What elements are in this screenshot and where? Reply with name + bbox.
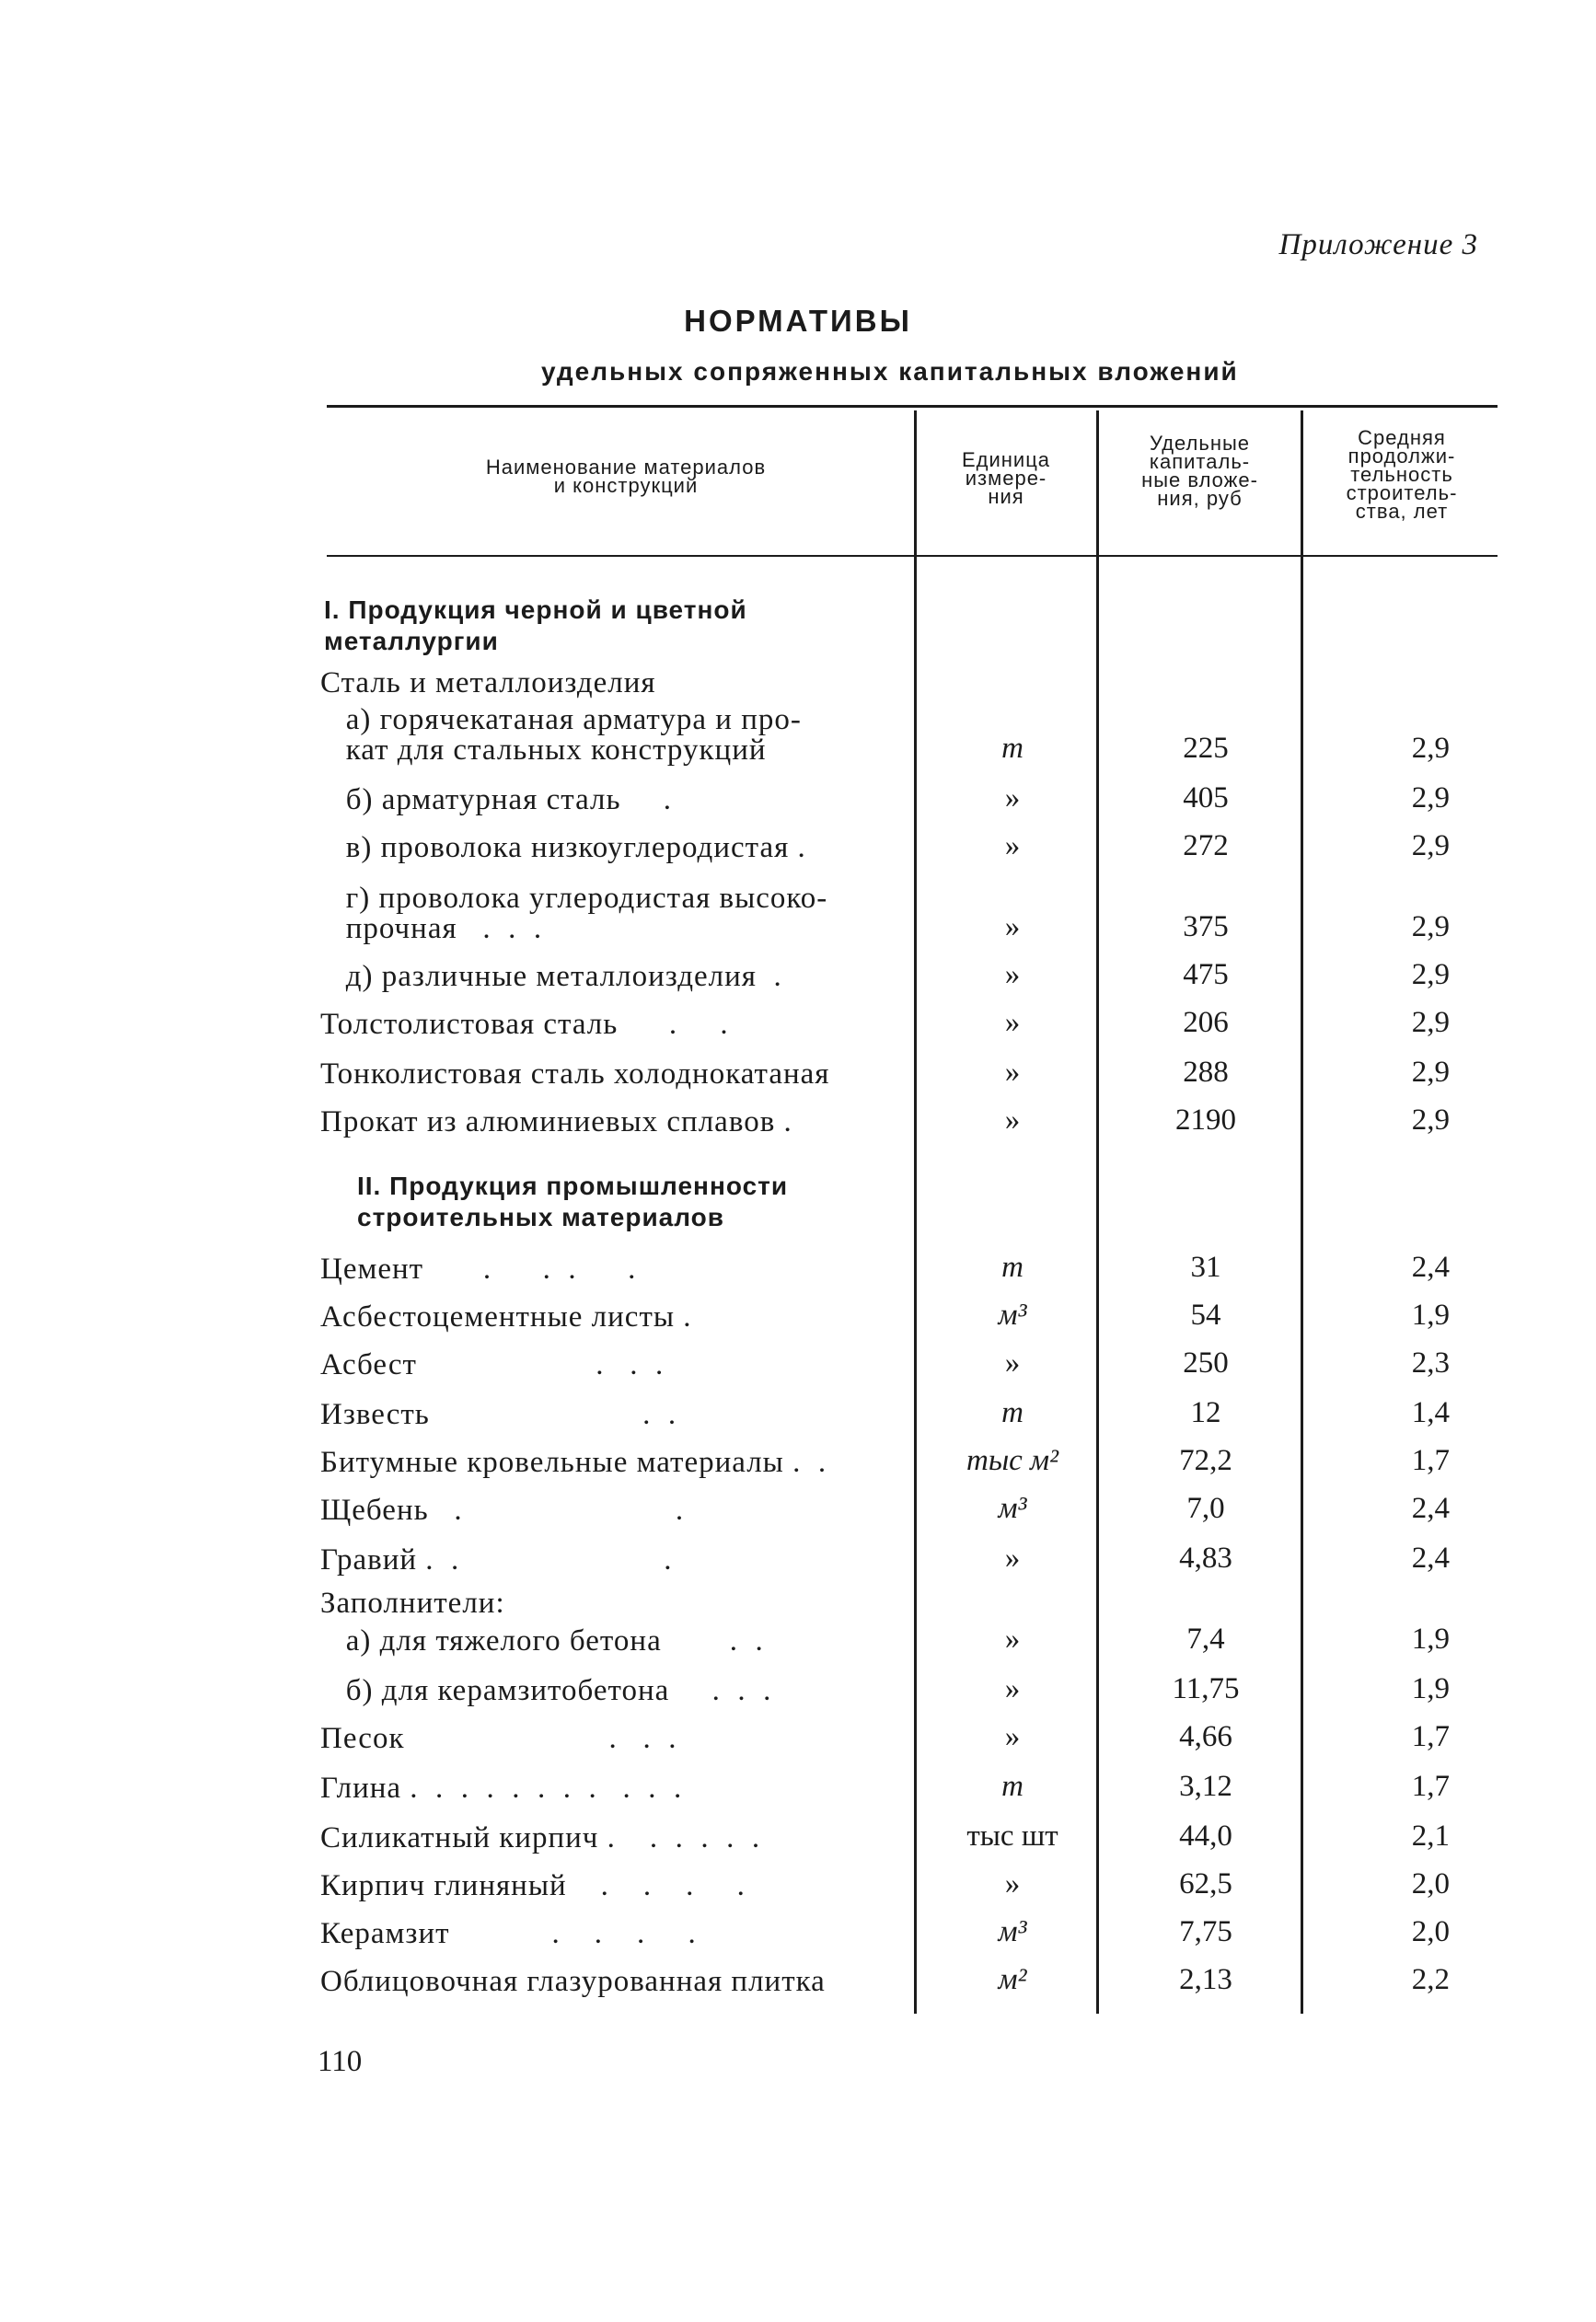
row-unit: тыс шт (966, 1819, 1058, 1853)
row-unit: » (1004, 829, 1021, 862)
row-unit: тыс м² (966, 1444, 1059, 1477)
table-row (0, 1244, 1596, 1288)
row-unit: » (1004, 1867, 1021, 1900)
row-name: б) для керамзитобетона . . . (320, 1674, 772, 1707)
row-duration: 1,9 (1411, 1299, 1450, 1332)
table-row (0, 823, 1596, 867)
row-duration: 2,9 (1411, 958, 1450, 991)
table-row (0, 1535, 1596, 1579)
table-row (0, 1292, 1596, 1336)
row-duration: 1,9 (1411, 1672, 1450, 1705)
table-row (0, 1390, 1596, 1434)
row-duration: 2,0 (1411, 1867, 1450, 1900)
document-title: НОРМАТИВЫ (684, 304, 912, 338)
row-duration: 2,9 (1411, 829, 1450, 862)
row-investment: 225 (1183, 732, 1229, 765)
row-name: Облицовочная глазурованная плитка (320, 1965, 826, 1998)
row-duration: 2,9 (1411, 781, 1450, 814)
row-unit: т (1001, 1251, 1024, 1284)
row-name: Асбестоцементные листы . (320, 1300, 692, 1334)
page-number: 110 (318, 2045, 363, 2078)
row-investment: 288 (1183, 1056, 1229, 1089)
table-row (0, 882, 1596, 948)
row-unit: » (1004, 910, 1021, 943)
row-name: Гравий . . . (320, 1543, 673, 1577)
row-duration: 2,2 (1411, 1963, 1450, 1996)
row-name: а) горячекатаная арматура и про- кат для стальных конструкций (345, 703, 802, 767)
col-header-unit: Единица измере- ния (961, 448, 1051, 508)
row-name: Керамзит . . . . (320, 1917, 697, 1950)
table-row (0, 1714, 1596, 1758)
table-row (0, 1666, 1596, 1710)
row-unit: » (1004, 1542, 1021, 1575)
row-unit: » (1004, 1056, 1021, 1089)
row-duration: 1,9 (1411, 1623, 1450, 1656)
row-investment: 250 (1183, 1346, 1229, 1380)
table-row (0, 1049, 1596, 1093)
row-duration: 1,7 (1411, 1770, 1450, 1803)
row-name: а) для тяжелого бетона . . (320, 1624, 764, 1658)
row-duration: 2,3 (1411, 1346, 1450, 1380)
row-investment: 72,2 (1179, 1444, 1232, 1477)
table-row (0, 1813, 1596, 1857)
row-duration: 2,4 (1411, 1492, 1450, 1525)
table-row (0, 1097, 1596, 1141)
row-unit: » (1004, 1672, 1021, 1705)
row-investment: 54 (1190, 1299, 1221, 1332)
row-unit: т (1001, 732, 1024, 765)
row-investment: 11,75 (1172, 1672, 1240, 1705)
row-investment: 44,0 (1179, 1819, 1232, 1853)
row-investment: 31 (1190, 1251, 1221, 1284)
table-row (0, 999, 1596, 1044)
row-duration: 2,9 (1411, 1056, 1450, 1089)
col-header-name: Наименование материалов и конструкций (485, 456, 767, 497)
row-investment: 375 (1183, 910, 1229, 943)
group-title-aggregates: Заполнители: (320, 1587, 505, 1620)
row-investment: 4,66 (1179, 1720, 1232, 1753)
row-investment: 272 (1183, 829, 1229, 862)
row-duration: 1,4 (1411, 1396, 1450, 1429)
group-title-steel: Сталь и металлоизделия (320, 666, 656, 699)
row-name: Битумные кровельные материалы . . (320, 1446, 827, 1479)
row-investment: 12 (1190, 1396, 1221, 1429)
row-name: Силикатный кирпич . . . . . . (320, 1821, 761, 1854)
row-investment: 7,4 (1186, 1623, 1225, 1656)
row-unit: м² (998, 1963, 1027, 1996)
table-row (0, 703, 1596, 769)
table-row (0, 1616, 1596, 1660)
section-title-metallurgy: I. Продукция черной и цветной металлургии (324, 595, 747, 655)
table-row (0, 775, 1596, 819)
row-name: д) различные металлоизделия . (320, 960, 782, 993)
appendix-label: Приложение 3 (1278, 228, 1478, 261)
row-unit: м³ (998, 1492, 1027, 1525)
row-name: Прокат из алюминиевых сплавов . (320, 1105, 792, 1138)
col-header-duration: Средняя продолжи- тельность строитель- ства, лет (1346, 426, 1458, 523)
row-unit: » (1004, 1720, 1021, 1753)
row-investment: 2190 (1175, 1103, 1236, 1137)
row-unit: » (1004, 1006, 1021, 1039)
row-investment: 405 (1183, 781, 1229, 814)
row-investment: 2,13 (1179, 1963, 1232, 1996)
table-row (0, 1861, 1596, 1905)
row-investment: 206 (1183, 1006, 1229, 1039)
row-duration: 2,9 (1411, 1006, 1450, 1039)
row-name: Известь . . (320, 1398, 677, 1431)
row-name: б) арматурная сталь . (320, 783, 673, 816)
row-name: Песок . . . (320, 1722, 677, 1755)
row-duration: 2,4 (1411, 1542, 1450, 1575)
row-name: Цемент . . . . (320, 1253, 637, 1286)
table-row (0, 1909, 1596, 1953)
row-unit: т (1001, 1770, 1024, 1803)
row-investment: 62,5 (1179, 1867, 1232, 1900)
row-name: Щебень . . (320, 1494, 685, 1527)
row-duration: 1,7 (1411, 1720, 1450, 1753)
header-bottom-rule (327, 555, 1498, 557)
col-header-investment: Удельные капиталь- ные вложе- ния, руб (1141, 432, 1258, 510)
document-subtitle: удельных сопряженных капитальных вложений (541, 357, 1239, 386)
table-row (0, 1763, 1596, 1808)
table-row (0, 1485, 1596, 1530)
row-duration: 1,7 (1411, 1444, 1450, 1477)
row-duration: 2,0 (1411, 1915, 1450, 1948)
row-investment: 4,83 (1179, 1542, 1232, 1575)
row-name: Толстолистовая сталь . . (320, 1008, 729, 1041)
row-unit: » (1004, 1346, 1021, 1380)
row-name: Асбест . . . (320, 1348, 665, 1381)
row-duration: 2,9 (1411, 1103, 1450, 1137)
row-name: Глина . . . . . . . . . . . (320, 1772, 683, 1805)
row-name: Кирпич глиняный . . . . (320, 1869, 746, 1902)
row-unit: » (1004, 781, 1021, 814)
row-unit: » (1004, 958, 1021, 991)
table-row (0, 1438, 1596, 1482)
table-row (0, 1340, 1596, 1384)
table-row (0, 952, 1596, 996)
row-name: в) проволока низкоуглеродистая . (320, 831, 806, 864)
row-investment: 475 (1183, 958, 1229, 991)
row-unit: т (1001, 1396, 1024, 1429)
table-top-rule (327, 405, 1498, 408)
row-duration: 2,4 (1411, 1251, 1450, 1284)
row-investment: 3,12 (1179, 1770, 1232, 1803)
table-row (0, 1957, 1596, 2001)
row-unit: » (1004, 1623, 1021, 1656)
row-duration: 2,9 (1411, 732, 1450, 765)
row-unit: » (1004, 1103, 1021, 1137)
row-duration: 2,1 (1411, 1819, 1450, 1853)
row-duration: 2,9 (1411, 910, 1450, 943)
row-unit: м³ (998, 1915, 1027, 1948)
row-unit: м³ (998, 1299, 1027, 1332)
section-title-building-materials: II. Продукция промышленности строительных материалов (357, 1172, 789, 1231)
row-name: Тонколистовая сталь холоднокатаная (320, 1057, 830, 1091)
row-name: г) проволока углеродистая высоко- прочная . . . (345, 882, 828, 945)
row-investment: 7,0 (1186, 1492, 1225, 1525)
row-investment: 7,75 (1179, 1915, 1232, 1948)
